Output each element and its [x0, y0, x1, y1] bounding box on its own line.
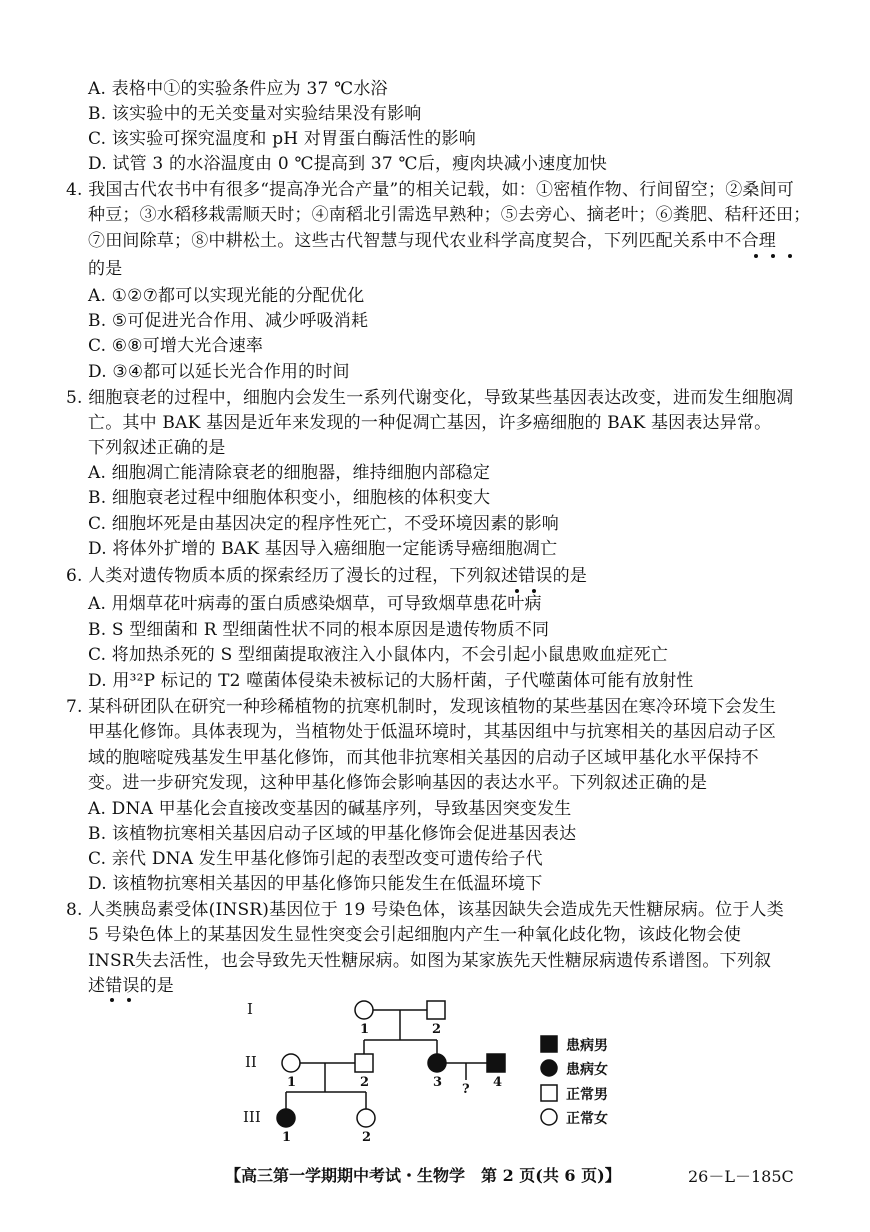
q4-option-a: A. ①②⑦都可以实现光能的分配优化 [88, 286, 365, 306]
q5-option-c: C. 细胞坏死是由基因决定的程序性死亡，不受环境因素的影响 [88, 514, 560, 534]
pedigree-label-III2: 2 [362, 1130, 372, 1145]
pedigree-I1-normal-female [355, 1001, 373, 1019]
q5-option-b: B. 细胞衰老过程中细胞体积变小，细胞核的体积变大 [88, 488, 491, 508]
q7-option-b: B. 该植物抗寒相关基因启动子区域的甲基化修饰会促进基因表达 [88, 824, 577, 844]
pedigree-label-II4: 4 [493, 1075, 503, 1090]
pedigree-label-II1: 1 [287, 1075, 297, 1090]
pedigree-label-II3: 3 [433, 1075, 443, 1090]
q8-stem-line-4: 述错误的是 [88, 976, 174, 996]
q7-stem-line-1: 7. 某科研团队在研究一种珍稀植物的抗寒机制时，发现该植物的某些基因在寒冷环境下会发生 [66, 697, 777, 717]
pedigree-III2-normal-female [357, 1109, 375, 1127]
q7-stem-line-3: 域的胞嘧啶残基发生甲基化修饰，而其他非抗寒相关基因的启动子区域甲基化水平保持不 [88, 748, 759, 768]
generation-label-III: III [243, 1108, 261, 1126]
q7-stem-line-2: 甲基化修饰。具体表现为，当植物处于低温环境时，其基因组中与抗寒相关的基因启动子区 [88, 722, 776, 742]
pedigree-II4-affected-male [487, 1054, 505, 1072]
pedigree-II3-affected-female [428, 1054, 446, 1072]
legend-affected-male-symbol [541, 1036, 557, 1052]
q3-option-d: D. 试管 3 的水浴温度由 0 ℃提高到 37 ℃后，瘦肉块减小速度加快 [88, 154, 607, 174]
q4-stem-line-4: 的是 [88, 259, 123, 279]
q5-stem-line-3: 下列叙述正确的是 [88, 438, 226, 458]
q6-stem-line-1: 6. 人类对遗传物质本质的探索经历了漫长的过程，下列叙述错误的是 [66, 566, 588, 586]
q5-stem-line-1: 5. 细胞衰老的过程中，细胞内会发生一系列代谢变化，导致某些基因表达改变，进而发生细胞凋 [66, 388, 794, 408]
q6-option-b: B. S 型细菌和 R 型细菌性状不同的根本原因是遗传物质不同 [88, 620, 550, 640]
pedigree-label-I2: 2 [432, 1022, 442, 1037]
legend-normal-female-symbol [541, 1109, 557, 1125]
pedigree-II1-normal-female [282, 1054, 300, 1072]
generation-label-I: I [247, 1000, 253, 1018]
q5-option-a: A. 细胞凋亡能清除衰老的细胞器，维持细胞内部稳定 [88, 463, 491, 483]
q3-option-c: C. 该实验可探究温度和 pH 对胃蛋白酶活性的影响 [88, 129, 476, 149]
pedigree-II2-normal-male [355, 1054, 373, 1072]
pedigree-I2-normal-male [427, 1001, 445, 1019]
q5-stem-line-2: 亡。其中 BAK 基因是近年来发现的一种促凋亡基因，许多癌细胞的 BAK 基因表达异常。 [88, 413, 772, 433]
q4-option-c: C. ⑥⑧可增大光合速率 [88, 336, 264, 356]
q4-option-d: D. ③④都可以延长光合作用的时间 [88, 362, 350, 382]
q7-option-d: D. 该植物抗寒相关基因的甲基化修饰只能发生在低温环境下 [88, 874, 543, 894]
q3-option-b: B. 该实验中的无关变量对实验结果没有影响 [88, 104, 422, 124]
pedigree-unknown-offspring: ? [462, 1082, 470, 1097]
q8-stem-line-2: 5 号染色体上的某基因发生显性突变会引起细胞内产生一种氧化歧化物，该歧化物会使 [88, 925, 742, 945]
legend-affected-female-symbol [541, 1060, 557, 1076]
page-footer-title: 【高三第一学期期中考试・生物学 第 2 页(共 6 页)】 [225, 1166, 621, 1185]
q7-option-a: A. DNA 甲基化会直接改变基因的碱基序列，导致基因突变发生 [88, 799, 572, 819]
paper-code: 26－L－185C [688, 1167, 794, 1186]
q3-option-a: A. 表格中①的实验条件应为 37 ℃水浴 [88, 79, 388, 99]
q7-stem-line-4: 变。进一步研究发现，这种甲基化修饰会影响基因的表达水平。下列叙述正确的是 [88, 773, 708, 793]
pedigree-label-I1: 1 [360, 1022, 370, 1037]
q8-stem-line-1: 8. 人类胰岛素受体(INSR)基因位于 19 号染色体，该基因缺失会造成先天性糖尿病。位于人类 [66, 900, 784, 920]
q4-stem-line-3: ⑦田间除草；⑧中耕松土。这些古代智慧与现代农业科学高度契合，下列匹配关系中不合理 [88, 231, 776, 251]
q4-stem-line-1: 4. 我国古代农书中有很多“提高净光合产量”的相关记载，如：①密植作物、行间留空；②桑间可 [66, 180, 795, 200]
q6-option-a: A. 用烟草花叶病毒的蛋白质感染烟草，可导致烟草患花叶病 [88, 594, 542, 614]
legend-normal-female: 正常女 [566, 1111, 608, 1127]
q4-stem-line-2: 种豆；③水稻移栽需顺天时；④南稻北引需选早熟种；⑤去旁心、摘老叶；⑥粪肥、秸秆还田； [88, 205, 811, 225]
q6-option-d: D. 用³²P 标记的 T2 噬菌体侵染未被标记的大肠杆菌，子代噬菌体可能有放射性 [88, 671, 694, 691]
legend-normal-male-symbol [541, 1085, 557, 1101]
q6-option-c: C. 将加热杀死的 S 型细菌提取液注入小鼠体内，不会引起小鼠患败血症死亡 [88, 645, 669, 665]
q5-option-d: D. 将体外扩增的 BAK 基因导入癌细胞一定能诱导癌细胞凋亡 [88, 539, 558, 559]
q8-stem-line-3: INSR失去活性，也会导致先天性糖尿病。如图为某家族先天性糖尿病遗传系谱图。下列叙 [88, 951, 772, 971]
legend-affected-female: 患病女 [566, 1062, 608, 1078]
legend-affected-male: 患病男 [566, 1038, 608, 1054]
q4-option-b: B. ⑤可促进光合作用、减少呼吸消耗 [88, 311, 369, 331]
q7-option-c: C. 亲代 DNA 发生甲基化修饰引起的表型改变可遗传给子代 [88, 849, 543, 869]
pedigree-label-III1: 1 [282, 1130, 292, 1145]
pedigree-label-II2: 2 [360, 1075, 370, 1090]
legend-normal-male: 正常男 [566, 1087, 608, 1103]
pedigree-III1-affected-female [277, 1109, 295, 1127]
generation-label-II: II [245, 1053, 257, 1071]
